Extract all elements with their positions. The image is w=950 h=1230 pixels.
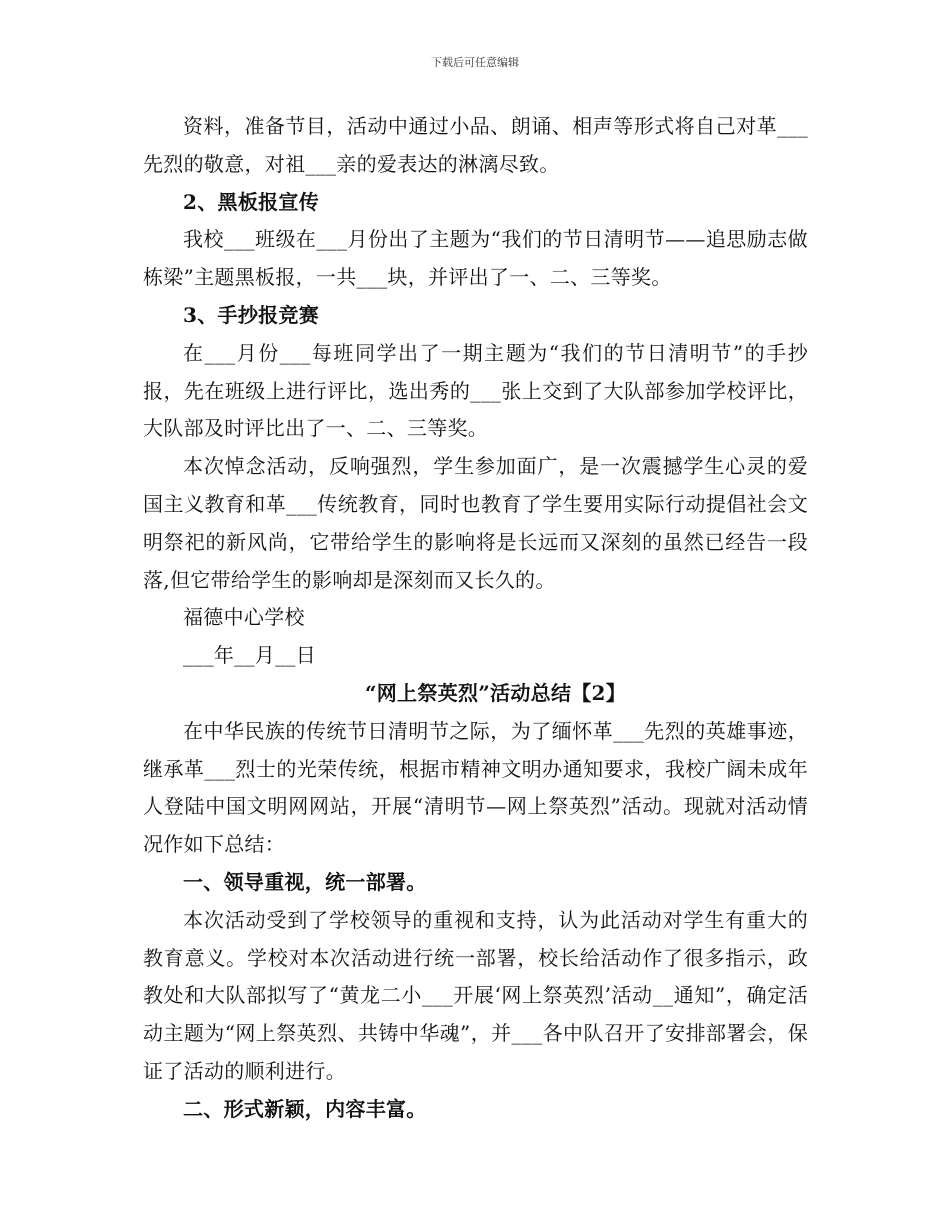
paragraph-summary: 本次悼念活动，反响强烈，学生参加面广，是一次震撼学生心灵的爱国主义教育和革___传统教育，同时也教育了学生要用实际行动提倡社会文明祭祀的新风尚，它带给学生的影响将是长远而又深刻的虽然已经告一段落,但它带给学生的影响却是深刻而又长久的。 <box>143 454 808 592</box>
section-heading-format: 二、形式新颖，内容丰富。 <box>183 1096 427 1121</box>
paragraph-intro: 在中华民族的传统节日清明节之际，为了缅怀革___先烈的英雄事迹，继承革___烈士的光荣传统，根据市精神文明办通知要求，我校广阔未成年人登陆中国文明网网站，开展“清明节—网上祭英烈”活动。现就对活动情况作如下总结： <box>143 718 808 857</box>
document-body <box>143 108 808 1129</box>
paragraph-preparation: 资料，准备节目，活动中通过小品、朗诵、相声等形式将自己对革___先烈的敬意，对祖___亲的爱表达的淋漓尽致。 <box>143 114 808 176</box>
page-header: 下载后可任意编辑 <box>431 56 519 69</box>
paragraph-handwritten: 在___月份___每班同学出了一期主题为“我们的节日清明节”的手抄报，先在班级上进行评比，选出秀的___张上交到了大队部参加学校评比，大队部及时评比出了一、二、三等奖。 <box>143 340 808 441</box>
section-heading-leadership: 一、领导重视，统一部署。 <box>183 869 427 894</box>
article-title: “网上祭英烈”活动总结【2】 <box>364 680 627 705</box>
section-heading-handwritten: 3、手抄报竞赛 <box>183 302 320 327</box>
section-heading-blackboard: 2、黑板报宣传 <box>183 189 320 214</box>
paragraph-leadership: 本次活动受到了学校领导的重视和支持，认为此活动对学生有重大的教育意义。学校对本次活动进行统一部署，校长给活动作了很多指示，政教处和大队部拟写了“黄龙二小___开展‘网上祭英烈’活动__通知”，确定活动主题为“网上祭英烈、共铸中华魂”，并___各中队召开了安排部署会，保证了活动的顺利进行。 <box>143 907 808 1083</box>
signature-school: 福德中心学校 <box>183 605 305 630</box>
paragraph-blackboard: 我校___班级在___月份出了主题为“我们的节日清明节——追思励志做栋梁”主题黑板报，一共___块，并评出了一、二、三等奖。 <box>143 227 808 290</box>
signature-date: ___年__月__日 <box>183 643 316 668</box>
